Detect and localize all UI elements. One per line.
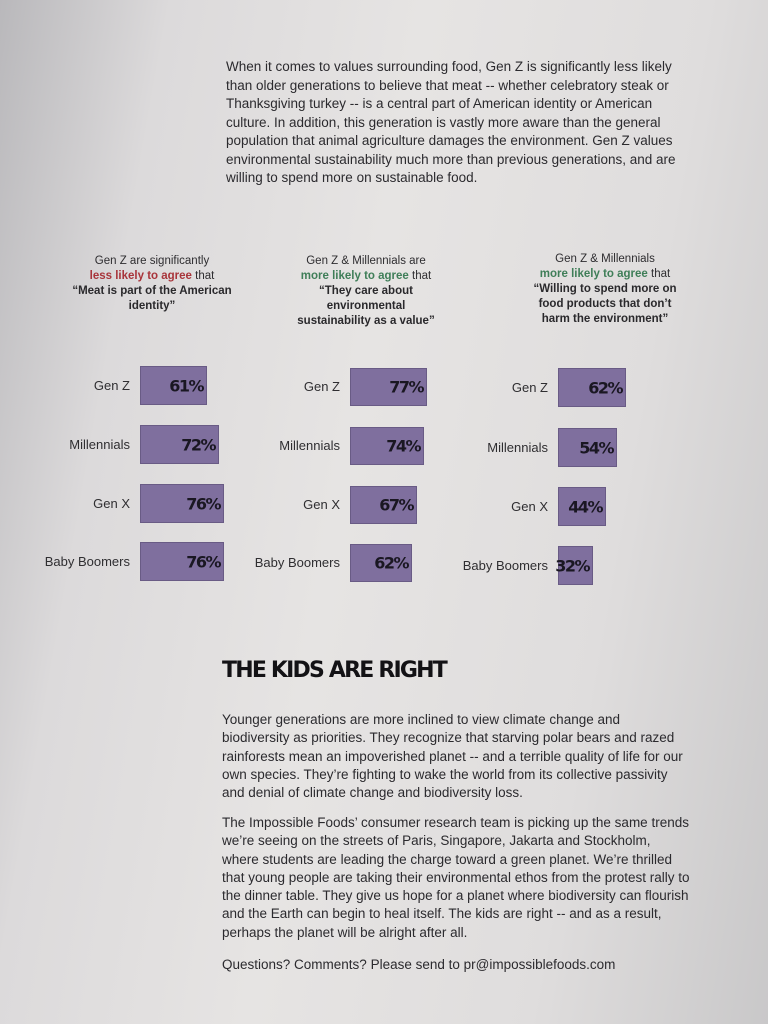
category-label: Baby Boomers	[254, 555, 340, 570]
category-label: Millennials	[487, 439, 548, 455]
data-label: 76%	[186, 552, 220, 571]
chart-1-heading-emphasis	[42, 269, 262, 284]
category-label: Gen X	[93, 495, 130, 511]
chart-2-heading-emphasis	[256, 269, 476, 284]
category-label: Gen Z	[93, 377, 130, 393]
chart-3-heading-emphasis	[495, 267, 715, 282]
category-label: Gen Z	[511, 379, 548, 395]
category-label: Gen Z	[303, 379, 340, 394]
contact-line: Questions? Comments? Please send to pr@impossiblefoods.com	[222, 957, 616, 972]
bar	[558, 368, 626, 407]
section-title: THE KIDS ARE RIGHT	[222, 658, 446, 683]
chart-1-heading	[42, 254, 262, 314]
bar	[350, 368, 427, 406]
bar	[140, 366, 207, 405]
chart-2-highlight: more likely to agree	[300, 270, 409, 282]
chart-1-heading-line: Gen Z are significantly	[94, 255, 210, 267]
category-label: Baby Boomers	[44, 553, 130, 569]
bar	[140, 484, 224, 523]
chart-3-quote: “Willing to spend more on food products that don’t harm the environment”	[533, 283, 677, 325]
data-label: 67%	[379, 495, 413, 515]
chart-3-heading-line: Gen Z & Millennials	[555, 253, 655, 265]
data-label: 74%	[386, 436, 420, 456]
data-label: 72%	[181, 435, 215, 454]
category-label: Gen X	[303, 497, 340, 512]
bar	[140, 425, 219, 464]
bar	[558, 428, 617, 467]
data-label: 54%	[579, 438, 613, 457]
chart-2-heading-line: Gen Z & Millennials are	[306, 255, 426, 267]
chart-2-heading	[256, 254, 476, 329]
data-label: 32%	[555, 556, 589, 575]
category-label: Millennials	[279, 438, 340, 453]
chart-3-that: that	[647, 268, 671, 280]
intro-paragraph: When it comes to values surrounding food, Gen Z is significantly less likely than older generations to believe that meat -- whether celebratory steak or Thanksgiving turkey -- is a central part of American identity or American culture. In addition, this generation is vastly more aware than the general population that animal agriculture damages the environment. Gen Z values environmental sustainability much more than previous generations, and are willing to spend more on sustainable food.	[226, 59, 676, 185]
bar	[350, 544, 412, 582]
chart-3-heading	[495, 252, 715, 327]
chart-2-that: that	[408, 270, 432, 282]
chart-1-quote: “Meat is part of the American identity”	[72, 285, 232, 312]
bar	[555, 546, 593, 585]
bar	[140, 542, 224, 581]
bar	[350, 427, 424, 465]
body-paragraph-2: The Impossible Foods’ consumer research team is picking up the same trends we’re seeing on the streets of Paris, Singapore, Jakarta and Stockholm, where students are leading the charge toward a green planet. We’re thrilled that young people are taking their environmental ethos from the protest rally to the dinner table. They give us hope for a planet where biodiversity can flourish and the Earth can begin to heal itself. The kids are right -- and as a result, perhaps the planet will be alright after all.	[222, 815, 690, 940]
bar	[558, 487, 606, 526]
data-label: 76%	[186, 494, 220, 513]
data-label: 62%	[374, 553, 408, 573]
chart-3-highlight: more likely to agree	[539, 268, 648, 280]
body-paragraph-1: Younger generations are more inclined to view climate change and biodiversity as priorities. They recognize that starving polar bears and razed rainforests mean an impoverished planet -- and a terrible quality of life for our own species. They’re fighting to wake the world from its collective passivity and denial of climate change and biodiversity loss.	[222, 712, 683, 801]
data-label: 62%	[588, 378, 622, 397]
chart-1-highlight: less likely to agree	[89, 270, 192, 282]
chart-1-that: that	[191, 270, 215, 282]
bar	[350, 486, 417, 524]
chart-2-quote: “They care about environmental sustainability as a value”	[297, 285, 435, 327]
data-label: 44%	[568, 497, 602, 516]
category-label: Baby Boomers	[462, 557, 548, 573]
category-label: Gen X	[511, 498, 548, 514]
category-label: Millennials	[69, 436, 130, 452]
data-label: 61%	[169, 376, 203, 395]
data-label: 77%	[389, 377, 423, 397]
